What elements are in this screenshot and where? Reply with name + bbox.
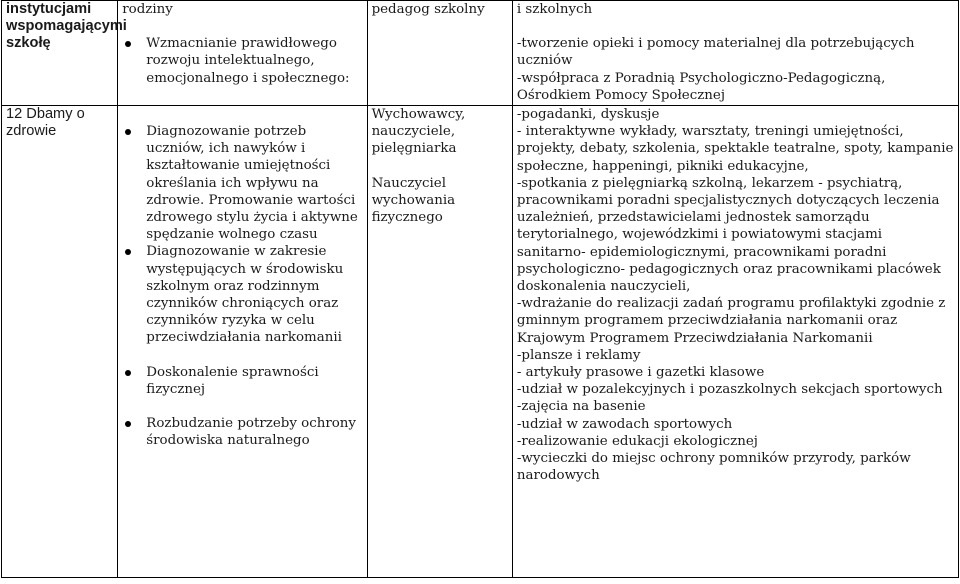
method-line: -spotkania z pielęgniarką szkolną, lekarzem - psychiatrą, pracownikami poradni specjalistycznych dotyczących leczenia uzależnień, przedstawicielami jednostek samorządu terytorialnego, wojewódzkimi i powiatowymi stacjami sanitarno- epidemiologicznymi, pracownikami poradni psychologiczno- pedagogicznych oraz pracownikami placówek doskonalenia nauczycieli, <box>516 175 941 295</box>
table-cell-methods <box>512 106 958 578</box>
method-line: -realizowanie edukacji ekologicznej <box>516 433 758 449</box>
list-item: Doskonalenie sprawności fizycznej <box>122 364 362 398</box>
list-item: Wzmacnianie prawidłowego rozwoju intelektualnego, emocjonalnego i społecznego: <box>122 35 362 87</box>
list-item: Diagnozowanie potrzeb uczniów, ich nawyków i kształtowanie umiejętności określania ich wpływu na zdrowie. Promowanie wartości zdrowego stylu życia i aktywne spędzanie wolnego czasu <box>122 123 362 243</box>
method-line: -wdrażanie do realizacji zadań programu profilaktyki zgodnie z gminnym programem przeciwdziałania narkomanii oraz Krajowym Programem Przeciwdziałania Narkomanii <box>516 296 946 346</box>
table-cell-responsible <box>367 106 512 578</box>
method-line: -zajęcia na basenie <box>516 399 646 415</box>
method-line: - interaktywne wykłady, warsztaty, treningi umiejętności, projekty, debaty, szkolenia, spektakle teatralne, spoty, kampanie społeczne, happeningi, pikniki edukacyjne, <box>516 124 954 174</box>
method-line: -pogadanki, dyskusje <box>516 107 660 122</box>
method-line: -wycieczki do miejsc ochrony pomników przyrody, parków narodowych <box>516 451 911 484</box>
cell-text: pedagog szkolny <box>371 2 485 17</box>
method-line: -tworzenie opieki i pomocy materialnej dla potrzebujących uczniów <box>516 36 915 69</box>
method-line: -udział w pozalekcyjnych i pozaszkolnych sekcjach sportowych <box>516 382 943 398</box>
cell-text: instytucjami wspomagającymi szkołę <box>6 1 127 52</box>
table-cell-tasks <box>118 1 367 106</box>
table-cell-responsible <box>367 1 512 106</box>
cell-text: 12 Dbamy o zdrowie <box>6 106 85 140</box>
method-line: -współpraca z Poradnią Psychologiczno-Pedagogiczną, Ośrodkiem Pomocy Społecznej <box>516 70 886 103</box>
cell-text: Nauczyciel wychowania fizycznego <box>371 175 456 226</box>
method-line: -udział w zawodach sportowych <box>516 416 733 432</box>
program-table <box>1 0 959 578</box>
table-cell-topic <box>2 1 127 106</box>
cell-text: Wychowawcy, nauczyciele, pielęgniarka <box>371 107 466 157</box>
cell-text: rodziny <box>122 2 173 17</box>
task-list <box>122 35 362 87</box>
table-cell-topic <box>2 106 118 578</box>
method-line: - artykuły prasowe i gazetki klasowe <box>516 365 765 381</box>
table-cell-tasks <box>118 106 367 578</box>
list-item: Rozbudzanie potrzeby ochrony środowiska naturalnego <box>122 415 362 449</box>
cell-text: i szkolnych <box>516 2 593 17</box>
list-item: Diagnozowanie w zakresie występujących w środowisku szkolnym oraz rodzinnym czynników chroniących oraz czynników ryzyka w celu przeciwdziałania narkomanii <box>122 243 362 346</box>
table-row <box>2 106 959 578</box>
table-row <box>2 1 959 106</box>
table-cell-methods <box>512 1 958 106</box>
method-line: -plansze i reklamy <box>516 347 641 363</box>
task-list <box>122 123 362 449</box>
